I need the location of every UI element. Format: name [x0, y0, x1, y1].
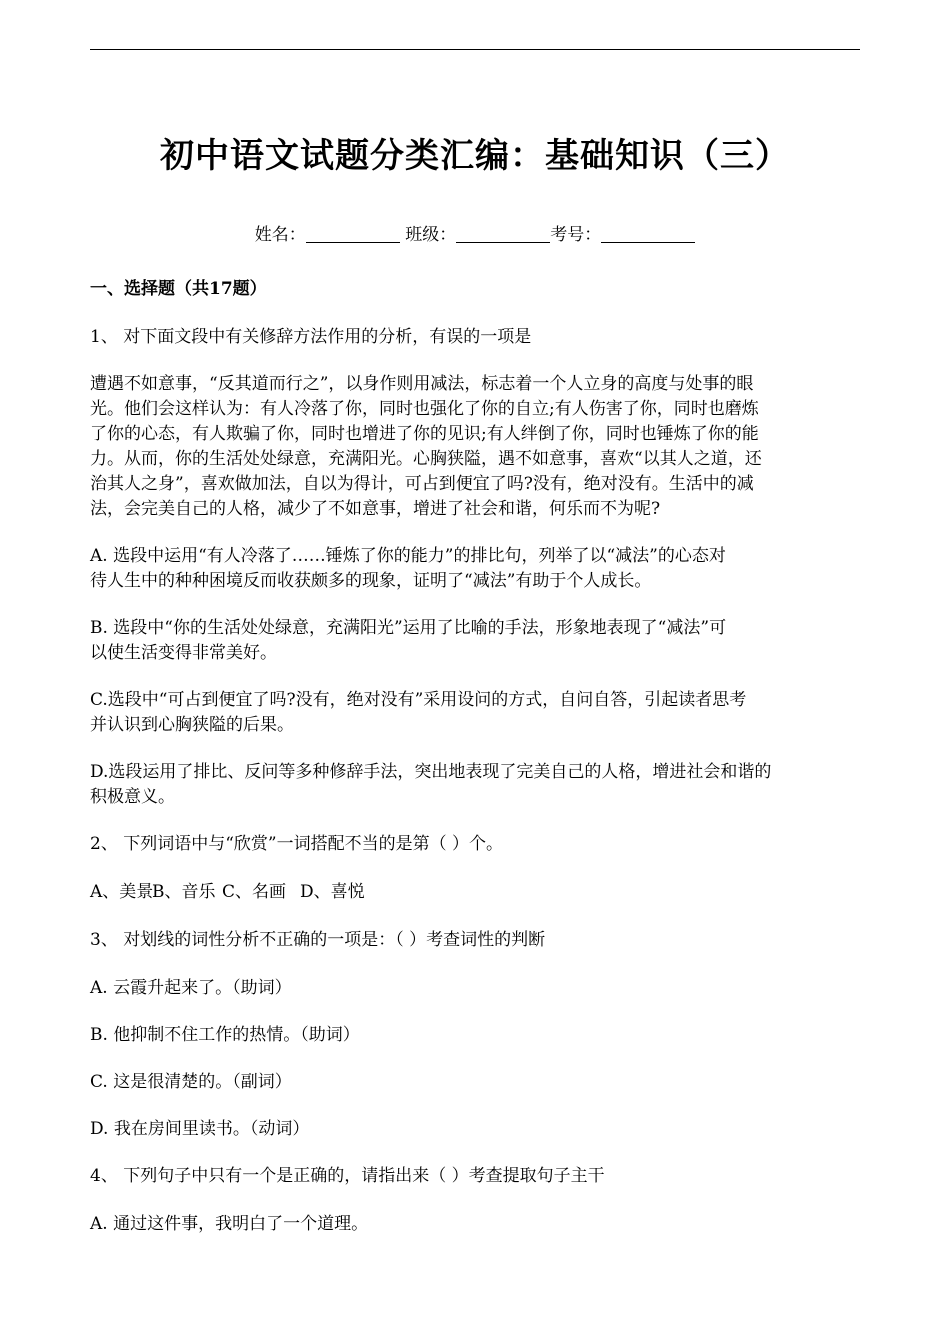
- q1-option-b: 以使生活变得非常美好。: [90, 643, 277, 663]
- question-2-options: [90, 877, 860, 902]
- q1-option-c: 并认识到心胸狭隘的后果。: [90, 715, 294, 735]
- question-1-stem: 1、 对下面文段中有关修辞方法作用的分析，有误的一项是: [90, 327, 532, 347]
- q1-option-b: B. 选段中“你的生活处处绿意，充满阳光”运用了比喻的手法，形象地表现了“减法”可: [90, 618, 727, 638]
- question-3-stem: 3、 对划线的词性分析不正确的一项是：（ ）考查词性的判断: [90, 930, 546, 950]
- q3-option: A. 云霞升起来了。（助词）: [90, 978, 292, 998]
- student-info-line: [90, 220, 860, 245]
- class-blank: [456, 224, 550, 243]
- passage-line: 治其人之身”，喜欢做加法，自以为得计，可占到便宜了吗?没有，绝对没有。生活中的减: [90, 474, 754, 494]
- page-title: 初中语文试题分类汇编：基础知识（三）: [160, 136, 790, 176]
- q2-option: C、名画: [222, 882, 287, 902]
- q2-option: D、喜悦: [300, 882, 365, 902]
- q3-option: B. 他抑制不住工作的热情。（助词）: [90, 1025, 360, 1045]
- q2-option: A、美景: [90, 882, 154, 902]
- passage-line: 遭遇不如意事，“反其道而行之”，以身作则用减法，标志着一个人立身的高度与处事的眼: [90, 374, 754, 394]
- q1-option-c: C.选段中“可占到便宜了吗?没有，绝对没有”采用设问的方式，自问自答，引起读者思考: [90, 690, 747, 710]
- class-label: 班级：: [405, 225, 457, 245]
- passage-line: 法，会完美自己的人格，减少了不如意事，增进了社会和谐，何乐而不为呢?: [90, 499, 661, 519]
- q3-option: C. 这是很清楚的。（副词）: [90, 1072, 292, 1092]
- q1-option-d: 积极意义。: [90, 787, 175, 807]
- header-rule: [90, 49, 860, 50]
- number-blank: [601, 224, 695, 243]
- q1-option-d: D.选段运用了排比、反问等多种修辞手法，突出地表现了完美自己的人格，增进社会和谐的: [90, 762, 772, 782]
- q1-option-a: 待人生中的种种困境反而收获颇多的现象，证明了“减法”有助于个人成长。: [90, 571, 652, 591]
- question-4-stem: 4、 下列句子中只有一个是正确的，请指出来（ ）考查提取句子主干: [90, 1166, 605, 1186]
- q4-option: A. 通过这件事，我明白了一个道理。: [90, 1214, 369, 1234]
- passage-line: 力。从而，你的生活处处绿意，充满阳光。心胸狭隘，遇不如意事，喜欢“以其人之道，还: [90, 449, 762, 469]
- section-heading: 一、选择题（共17题）: [90, 279, 267, 299]
- q3-option: D. 我在房间里读书。（动词）: [90, 1119, 310, 1139]
- passage-line: 了你的心态，有人欺骗了你，同时也增进了你的见识;有人绊倒了你，同时也锤炼了你的能: [90, 424, 759, 444]
- name-label: 姓名：: [254, 225, 306, 245]
- number-label: 考号：: [550, 225, 602, 245]
- question-2-stem: 2、 下列词语中与“欣赏”一词搭配不当的是第（ ）个。: [90, 834, 504, 854]
- name-blank: [306, 224, 400, 243]
- q1-option-a: A. 选段中运用“有人冷落了……锤炼了你的能力”的排比句，列举了以“减法”的心态对: [90, 546, 726, 566]
- q2-option: B、音乐: [152, 882, 216, 902]
- passage-line: 光。他们会这样认为：有人冷落了你，同时也强化了你的自立;有人伤害了你，同时也磨炼: [90, 399, 759, 419]
